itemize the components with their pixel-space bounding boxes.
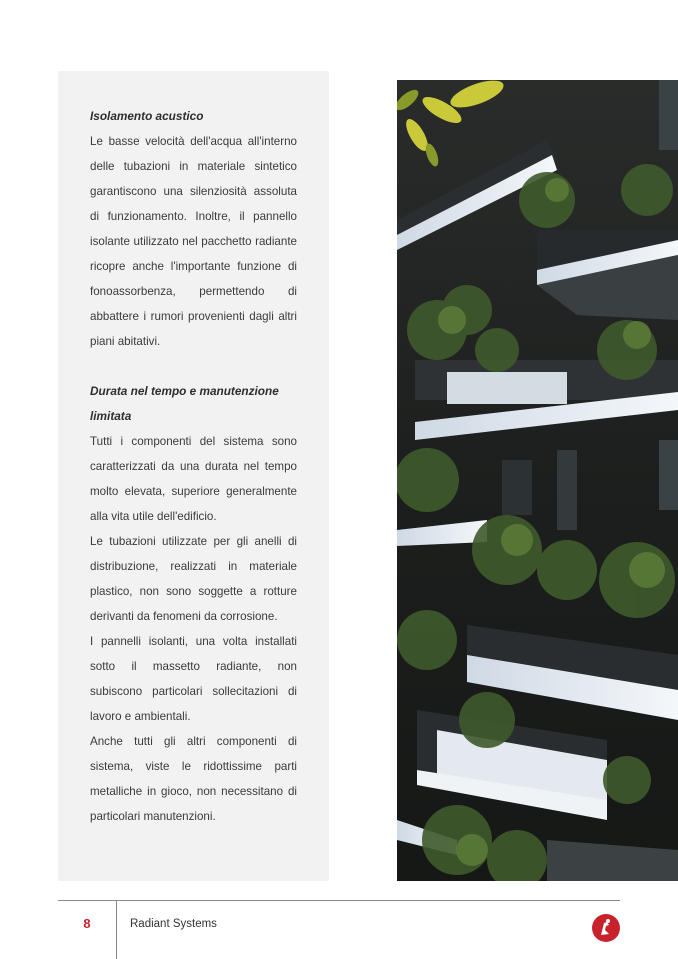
section-spacer bbox=[90, 354, 297, 379]
section-paragraph: Anche tutti gli altri componenti di sistema, viste le ridottissime parti metalliche in gioco, non necessitano di particolari manutenzioni. bbox=[90, 735, 297, 823]
section-heading-acoustic: Isolamento acustico bbox=[90, 109, 204, 123]
brand-logo-icon bbox=[592, 914, 620, 942]
footer-rule bbox=[58, 900, 620, 901]
text-column bbox=[90, 104, 297, 829]
text-panel bbox=[58, 71, 329, 881]
section-paragraph: Le basse velocità dell'acqua all'interno delle tubazioni in materiale sintetico garantiscono una silenziosità assoluta di funzionamento. Inoltre, il pannello isolante utilizzato nel pacchetto radiante ricopre anche l'importante funzione di fonoassorbenza, permettendo di abbattere i rumori provenienti dagli altri piani abitativi. bbox=[90, 135, 297, 348]
section-heading-durability: Durata nel tempo e manutenzione limitata bbox=[90, 384, 279, 423]
section-paragraph: I pannelli isolanti, una volta installati sotto il massetto radiante, non subiscono particolari sollecitazioni di lavoro e ambientali. bbox=[90, 635, 297, 723]
section-paragraph: Tutti i componenti del sistema sono caratterizzati da una durata nel tempo molto elevata, superiore generalmente alla vita utile dell'edificio. bbox=[90, 435, 297, 523]
page-number: 8 bbox=[83, 916, 91, 931]
section-paragraph: Le tubazioni utilizzate per gli anelli di distribuzione, realizzati in materiale plastico, non sono soggette a rotture derivanti da fenomeni da corrosione. bbox=[90, 535, 297, 623]
building-photo bbox=[397, 80, 678, 881]
footer-divider bbox=[116, 900, 117, 959]
brand-name: Radiant Systems bbox=[130, 918, 217, 930]
building-illustration bbox=[397, 80, 678, 881]
